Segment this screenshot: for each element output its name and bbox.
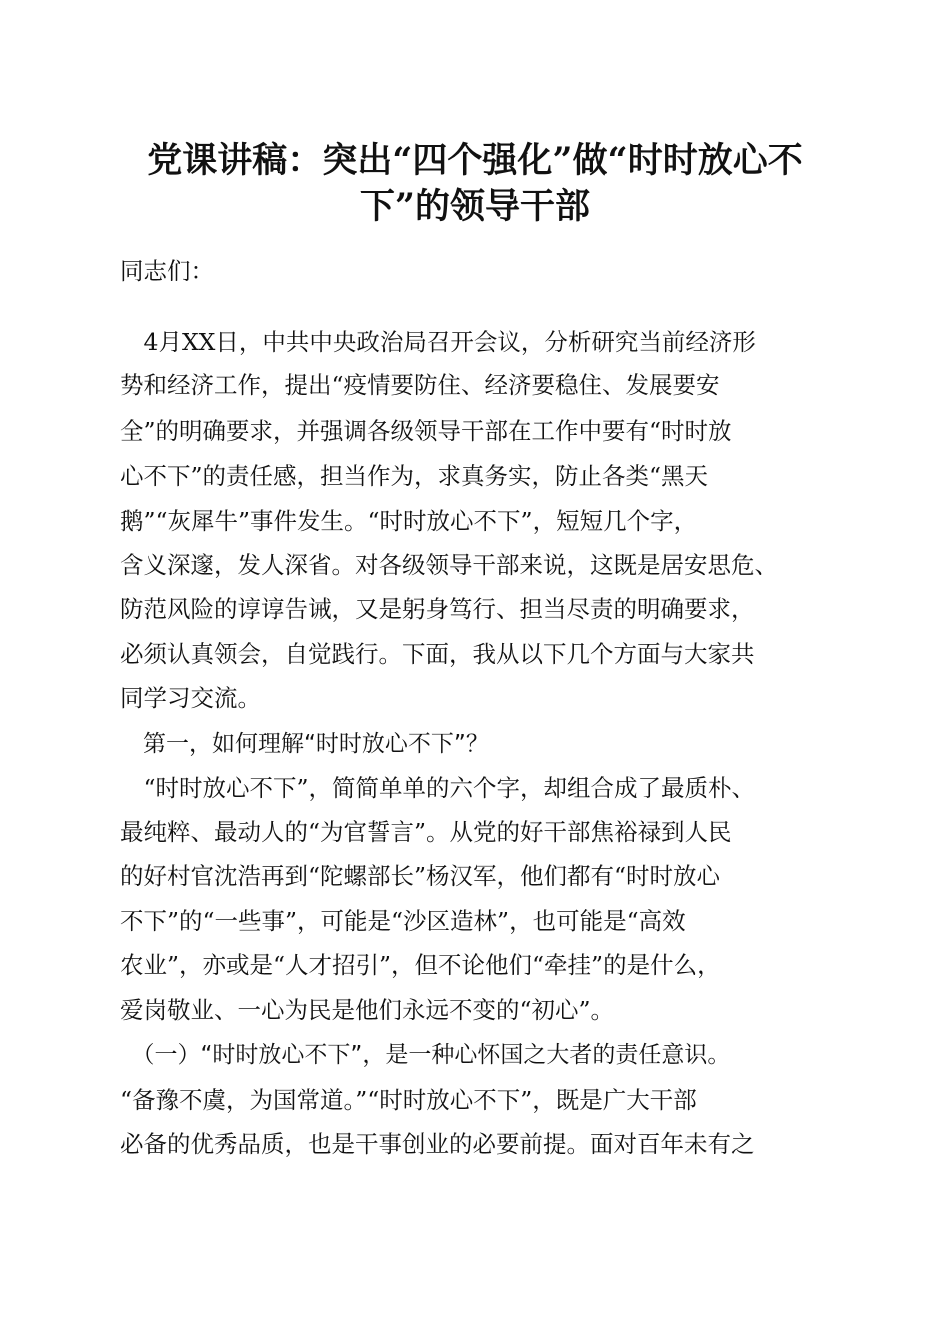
paragraph-3-line: “备豫不虞，为国常道。”“时时放心不下”，既是广大干部 (120, 1086, 697, 1114)
paragraph-1-line: 同学习交流。 (120, 684, 261, 712)
paragraph-1-line: 全”的明确要求，并强调各级领导干部在工作中要有“时时放 (120, 417, 732, 445)
document-title-line-2: 下”的领导干部 (359, 186, 591, 227)
paragraph-1-line: 心不下”的责任感，担当作为，求真务实，防止各类“黑天 (120, 462, 709, 490)
salutation: 同志们： (120, 257, 214, 285)
document-title-line-1: 党课讲稿：突出“四个强化”做“时时放心不 (147, 140, 803, 181)
paragraph-1-line: 鹅”“灰犀牛”事件发生。“时时放心不下”，短短几个字， (120, 507, 698, 535)
paragraph-2-line: 爱岗敬业、一心为民是他们永远不变的“初心”。 (120, 996, 615, 1024)
paragraph-1-line: 含义深邃，发人深省。对各级领导干部来说，这既是居安思危、 (120, 551, 778, 579)
paragraph-2-line: 的好村官沈浩再到“陀螺部长”杨汉军，他们都有“时时放心 (120, 862, 721, 890)
paragraph-2-line: “时时放心不下”，简简单单的六个字，却组合成了最质朴、 (120, 774, 756, 802)
paragraph-3-line: 必备的优秀品质，也是干事创业的必要前提。面对百年未有之 (120, 1130, 755, 1158)
section-heading-1: 第一，如何理解“时时放心不下”？ (120, 731, 489, 757)
paragraph-2-line: 农业”，亦或是“人才招引”，但不论他们“牵挂”的是什么， (120, 951, 721, 979)
paragraph-1-line: 4月XX日，中共中央政治局召开会议，分析研究当前经济形 (120, 328, 756, 356)
paragraph-2-line: 最纯粹、最动人的“为官誓言”。从党的好干部焦裕禄到人民 (120, 818, 732, 846)
paragraph-1-line: 势和经济工作，提出“疫情要防住、经济要稳住、发展要安 (120, 371, 720, 399)
paragraph-2-line: 不下”的“一些事”，可能是“沙区造林”，也可能是“高效 (120, 907, 686, 935)
paragraph-1-line: 防范风险的谆谆告诫，又是躬身笃行、担当尽责的明确要求， (120, 595, 755, 623)
paragraph-1-line: 必须认真领会，自觉践行。下面，我从以下几个方面与大家共 (120, 640, 755, 668)
section-heading-2: （一）“时时放心不下”，是一种心怀国之大者的责任意识。 (120, 1042, 731, 1068)
